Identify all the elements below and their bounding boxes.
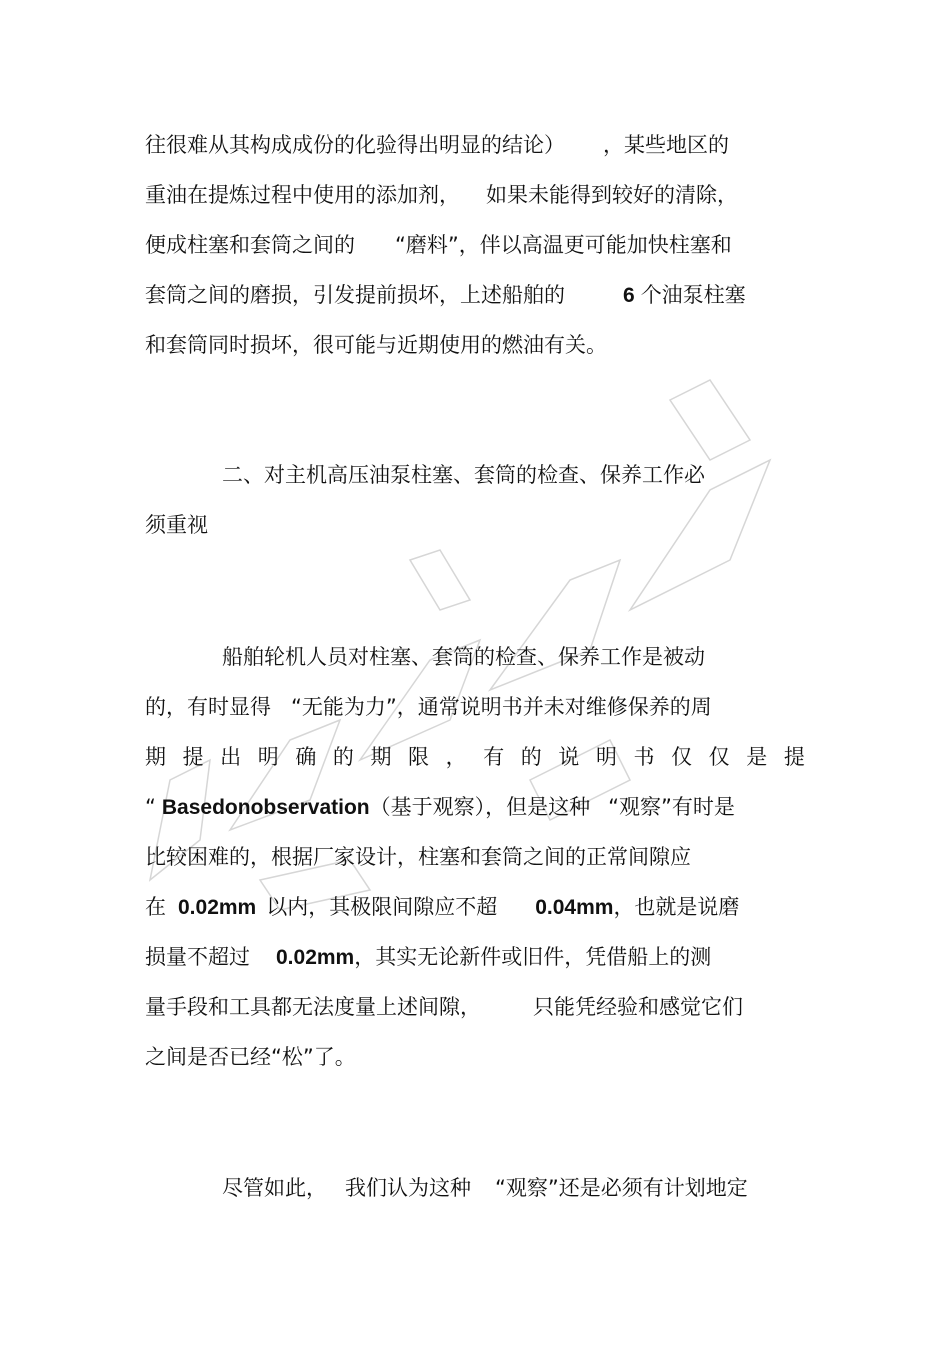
heading-text: 二、对主机高压油泵柱塞、套筒的检查、保养工作必 <box>222 463 705 487</box>
text: ，某些地区的 <box>603 133 729 157</box>
text: 之间是否已经“松”了。 <box>145 1045 356 1069</box>
text: 尽管如此， <box>222 1176 327 1200</box>
text: 往很难从其构成成份的化验得出明显的结论） <box>145 133 565 157</box>
char: 限 <box>408 745 430 769</box>
section-heading-line2 <box>145 510 208 540</box>
char: 提 <box>182 745 204 769</box>
text: 套筒之间的磨损，引发提前损坏，上述船舶的 <box>145 283 565 307</box>
char: 出 <box>220 745 242 769</box>
text: 比较困难的，根据厂家设计，柱塞和套筒之间的正常间隙应 <box>145 845 691 869</box>
para3-line1 <box>222 1173 748 1203</box>
para1-line1 <box>145 130 729 160</box>
text: 的，有时显得 <box>145 695 271 719</box>
char: 是 <box>746 745 768 769</box>
para2-line1 <box>222 642 705 672</box>
char: 明 <box>257 745 279 769</box>
text: 重油在提炼过程中使用的添加剂， <box>145 183 460 207</box>
para2-line5 <box>145 842 691 872</box>
para1-line3 <box>145 230 732 260</box>
char: 说 <box>558 745 580 769</box>
text: 船舶轮机人员对柱塞、套筒的检查、保养工作是被动 <box>222 645 705 669</box>
para2-line8 <box>145 992 743 1022</box>
text: 便成柱塞和套筒之间的 <box>145 233 355 257</box>
char: 的 <box>332 745 354 769</box>
char: 期 <box>145 745 166 769</box>
text: 和套筒同时损坏，很可能与近期使用的燃油有关。 <box>145 333 607 357</box>
text: 我们认为这种 <box>345 1176 471 1200</box>
text: “观察”有时是 <box>608 795 735 819</box>
char: 明 <box>595 745 617 769</box>
char: 书 <box>633 745 655 769</box>
text: （基于观察），但是这种 <box>369 795 591 819</box>
text: ，也就是说磨 <box>613 895 740 919</box>
bold-number: 6 <box>623 284 635 307</box>
para1-line5 <box>145 330 607 360</box>
text: ，其实无论新件或旧件，凭借船上的测 <box>354 945 712 969</box>
para2-line7 <box>145 942 711 973</box>
text: 只能凭经验和感觉它们 <box>533 995 743 1019</box>
text: “无能为力”，通常说明书并未对维修保养的周 <box>291 695 712 719</box>
text: “观察”还是必须有计划地定 <box>495 1176 748 1200</box>
text: 在 <box>145 895 166 919</box>
para2-line6 <box>145 892 739 923</box>
text: 如果未能得到较好的清除， <box>486 183 738 207</box>
para2-line9 <box>145 1042 356 1072</box>
char: 仅 <box>708 745 730 769</box>
bold-measurement: 0.02mm <box>178 896 257 919</box>
bold-term: Basedonobservation <box>161 796 370 819</box>
char: 期 <box>370 745 392 769</box>
char: 的 <box>520 745 542 769</box>
text: 个油泵柱塞 <box>640 283 746 307</box>
heading-text: 须重视 <box>145 513 208 537</box>
char: 有 <box>483 745 505 769</box>
text: 量手段和工具都无法度量上述间隙， <box>145 995 481 1019</box>
para2-line4 <box>145 792 735 823</box>
text: 损量不超过 <box>145 945 250 969</box>
text: “磨料”，伴以高温更可能加快柱塞和 <box>395 233 732 257</box>
text: 以内，其极限间隙应不超 <box>266 895 498 919</box>
para1-line2 <box>145 180 738 210</box>
para2-line3 <box>145 742 805 772</box>
section-heading-line1 <box>222 460 705 490</box>
char: 仅 <box>671 745 693 769</box>
bold-measurement: 0.02mm <box>276 946 355 969</box>
bold-measurement: 0.04mm <box>535 896 614 919</box>
char: ， <box>445 745 467 769</box>
para1-line4 <box>145 280 746 311</box>
text: “ <box>145 795 156 819</box>
para2-line2 <box>145 692 712 722</box>
char: 确 <box>295 745 317 769</box>
char: 提 <box>783 745 805 769</box>
